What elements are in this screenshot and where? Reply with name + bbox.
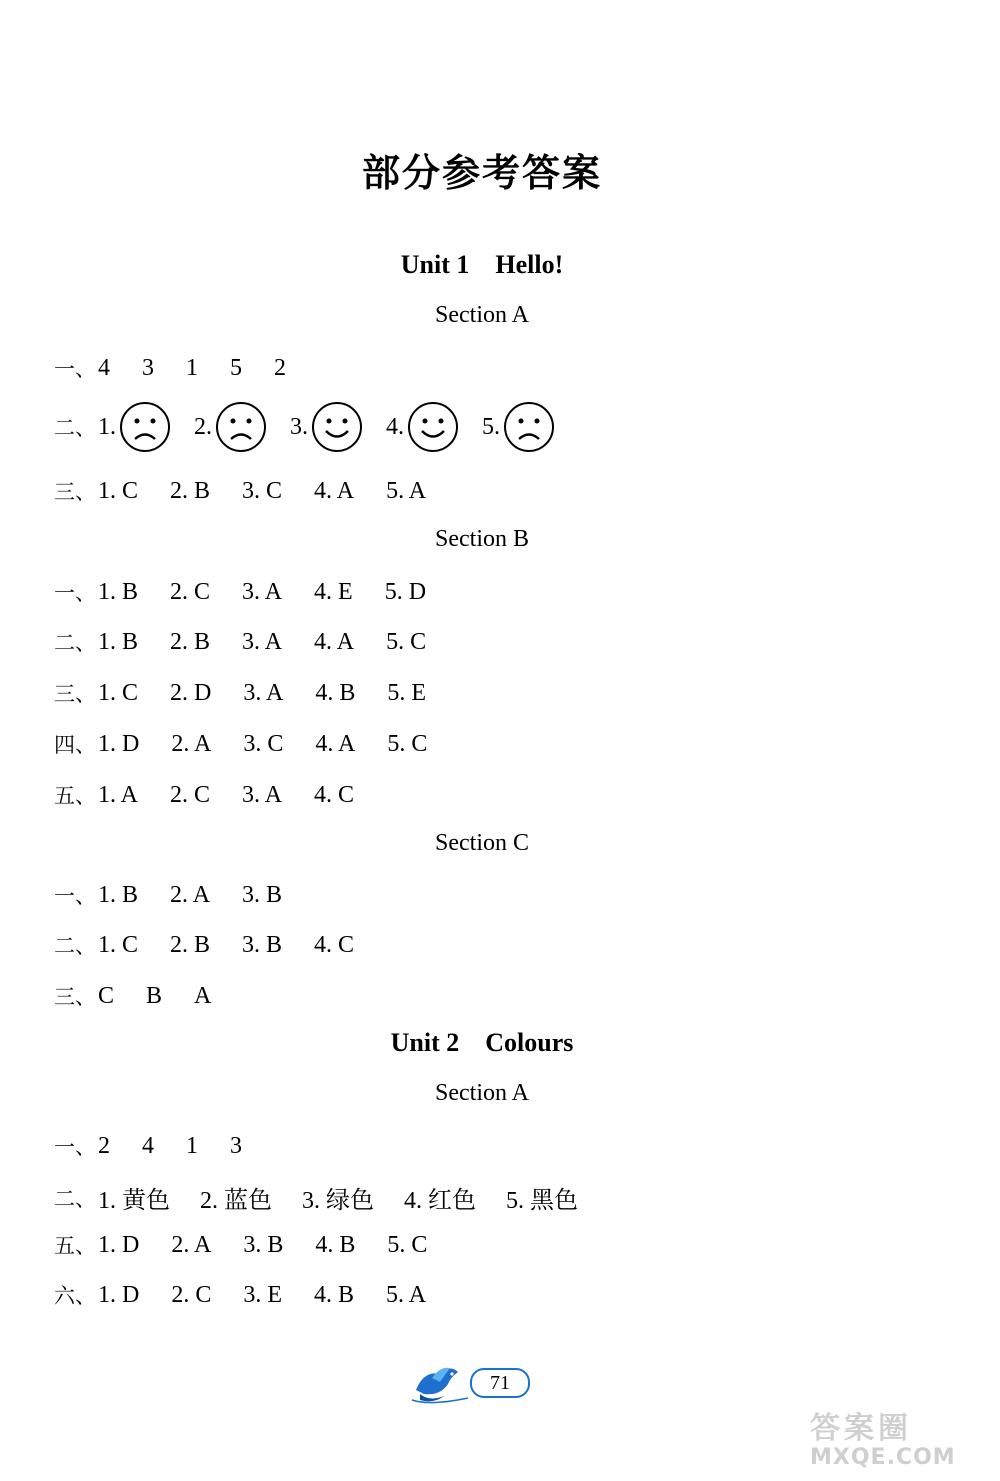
answer: 3. C [242, 477, 283, 504]
answer: 3. A [242, 628, 283, 655]
question-number: 四、 [54, 733, 96, 757]
unit-1-section-c-heading: Section C [435, 830, 529, 856]
watermark-logo [810, 1412, 990, 1472]
page-footer [410, 1360, 530, 1404]
answer: 3. 绿色 [302, 1188, 374, 1214]
answer: 1. C [98, 931, 139, 958]
answer: 2. B [170, 931, 211, 958]
unit-1-name: Hello! [495, 250, 564, 279]
answer: 1. D [98, 730, 140, 757]
answer: 1. C [98, 679, 139, 706]
u2-sa-q6 [54, 1280, 458, 1310]
face-answer-5: 5. [482, 400, 556, 454]
page-title: 部分参考答案 [361, 151, 602, 195]
answer: 4. A [314, 477, 355, 504]
answer: 4 [98, 354, 110, 381]
sad-face-icon [502, 400, 556, 454]
answer: 1 [186, 354, 198, 381]
answer: 2. A [171, 730, 212, 757]
answer: 1. B [98, 628, 139, 655]
u1-sb-q5 [54, 780, 386, 810]
answer: 4. E [314, 578, 353, 605]
answer: 3. A [242, 781, 283, 808]
question-number: 二、 [54, 416, 96, 440]
answer: 5. C [386, 628, 427, 655]
u2-sa-q2 [54, 1180, 608, 1215]
question-number: 一、 [54, 884, 96, 908]
answer: 4. B [315, 679, 356, 706]
u2-sa-q5 [54, 1230, 459, 1260]
answer: 4. A [315, 730, 356, 757]
answer: 2. A [171, 1231, 212, 1258]
question-number: 一、 [54, 357, 96, 381]
answer: 5. 黑色 [506, 1188, 578, 1214]
question-number: 三、 [54, 682, 96, 706]
answer: C [98, 982, 115, 1009]
answer: 1. C [98, 477, 139, 504]
happy-face-icon [310, 400, 364, 454]
unit-2-name: Colours [485, 1028, 574, 1057]
answer: 5. D [384, 578, 427, 605]
u1-sa-q3 [54, 476, 458, 506]
answer: 2. C [171, 1281, 212, 1308]
answer: 4 [142, 1132, 154, 1159]
answer: B [146, 982, 163, 1009]
answer: A [194, 982, 212, 1009]
answer: 3. B [243, 1231, 284, 1258]
answer: 5. A [386, 477, 427, 504]
answer: 1 [186, 1132, 198, 1159]
u1-sa-q2 [54, 400, 578, 454]
answer: 4. C [314, 781, 355, 808]
sad-face-icon [214, 400, 268, 454]
answer: 1. D [98, 1231, 140, 1258]
answer: 4. 红色 [404, 1188, 476, 1214]
u1-sb-q4 [54, 729, 459, 759]
answer: 2. 蓝色 [200, 1188, 272, 1214]
page-number: 71 [470, 1368, 530, 1398]
unit-1-section-b-heading: Section B [435, 526, 529, 552]
answer: 1. B [98, 578, 139, 605]
u1-sa-q1 [54, 353, 318, 383]
answer: 5. E [387, 679, 427, 706]
watermark-bottom-text: MXQE.COM [810, 1445, 956, 1470]
answer: 3. E [243, 1281, 283, 1308]
answer: 4. B [314, 1281, 355, 1308]
answer: 5. C [387, 1231, 428, 1258]
answer: 2. C [170, 578, 211, 605]
answer: 2. C [170, 781, 211, 808]
answer: 2 [274, 354, 286, 381]
face-answer-4: 4. [386, 400, 460, 454]
answer: 3. B [242, 931, 283, 958]
answer: 1. B [98, 881, 139, 908]
answer: 2. A [170, 881, 211, 908]
answer: 5. C [387, 730, 428, 757]
u1-sc-q1 [54, 880, 314, 910]
u2-sa-q1 [54, 1131, 274, 1161]
u1-sc-q2 [54, 930, 386, 960]
question-number: 五、 [54, 1234, 96, 1258]
answer: 2. B [170, 477, 211, 504]
question-number: 六、 [54, 1284, 96, 1308]
question-number: 三、 [54, 480, 96, 504]
u1-sb-q2 [54, 627, 458, 657]
unit-1-section-a-heading: Section A [435, 302, 529, 328]
unit-2-label: Unit 2 [390, 1028, 460, 1057]
unit-2-section-a-heading: Section A [435, 1080, 529, 1106]
u1-sb-q3 [54, 678, 458, 708]
answer: 3. C [243, 730, 284, 757]
answer: 1. 黄色 [98, 1188, 170, 1214]
answer: 3 [230, 1132, 242, 1159]
answer: 1. A [98, 781, 139, 808]
answer: 4. B [315, 1231, 356, 1258]
unit-1-label: Unit 1 [400, 250, 470, 279]
answer: 2 [98, 1132, 110, 1159]
question-number: 一、 [54, 581, 96, 605]
answer: 3. A [242, 578, 283, 605]
answer: 5 [230, 354, 242, 381]
answer: 5. A [386, 1281, 427, 1308]
face-answer-1: 1. [98, 400, 172, 454]
answer: 1. D [98, 1281, 140, 1308]
answer: 3 [142, 354, 154, 381]
unit-1-heading [0, 250, 964, 280]
face-answer-3: 3. [290, 400, 364, 454]
question-number: 二、 [54, 934, 96, 958]
watermark-top-text: 答案圈 [810, 1411, 912, 1446]
answer: 4. A [314, 628, 355, 655]
question-number: 三、 [54, 985, 96, 1009]
happy-face-icon [406, 400, 460, 454]
answer: 2. D [170, 679, 212, 706]
u1-sc-q3 [54, 981, 243, 1011]
question-number: 二、 [54, 631, 96, 655]
answer: 3. A [243, 679, 284, 706]
question-number: 五、 [54, 784, 96, 808]
question-number: 一、 [54, 1135, 96, 1159]
answer: 3. B [242, 881, 283, 908]
answer: 4. C [314, 931, 355, 958]
face-answer-2: 2. [194, 400, 268, 454]
sad-face-icon [118, 400, 172, 454]
u1-sb-q1 [54, 577, 458, 607]
unit-2-heading [0, 1028, 964, 1058]
question-number: 二、 [54, 1186, 96, 1211]
answer: 2. B [170, 628, 211, 655]
